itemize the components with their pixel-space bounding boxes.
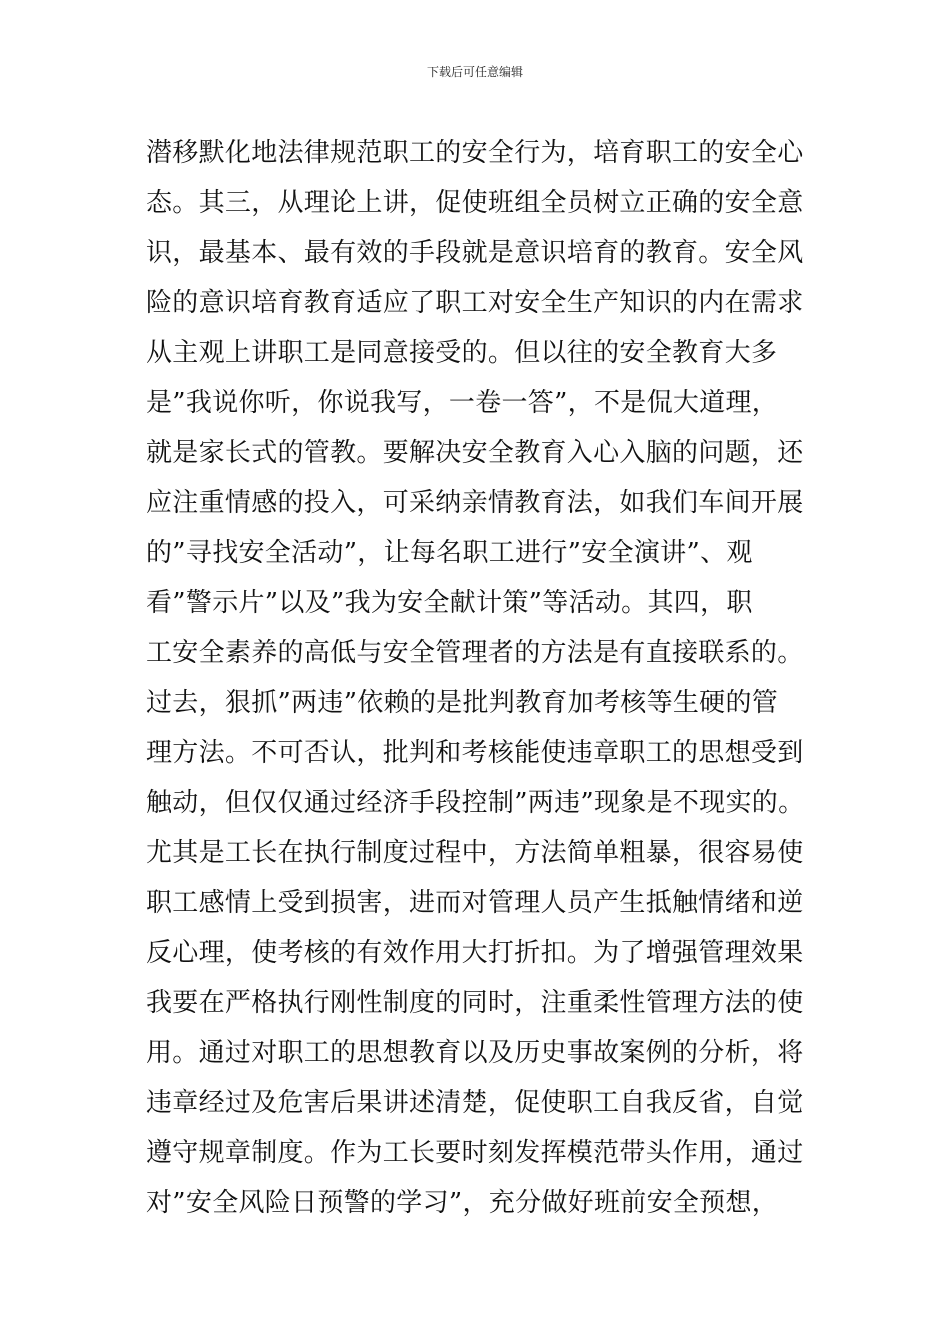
text-line: 对”安全风险日预警的学习”，充分做好班前安全预想， xyxy=(146,1188,779,1218)
text-line: 触动，但仅仅通过经济手段控制”两违”现象是不现实的。 xyxy=(146,788,805,818)
text-line: 工安全素养的高低与安全管理者的方法是有直接联系的。 xyxy=(146,638,804,668)
text-line: 过去，狠抓”两违”依赖的是批判教育加考核等生硬的管 xyxy=(146,688,779,718)
page-header: 下载后可任意编辑 xyxy=(426,65,523,79)
text-line: 违章经过及危害后果讲述清楚，促使职工自我反省，自觉 xyxy=(146,1088,804,1118)
text-line: 潜移默化地法律规范职工的安全行为，培育职工的安全心 xyxy=(146,138,804,168)
text-line: 是”我说你听，你说我写，一卷一答”，不是侃大道理， xyxy=(146,388,779,418)
text-line: 就是家长式的管教。要解决安全教育入心入脑的问题，还 xyxy=(146,438,804,468)
body-text xyxy=(146,128,826,1228)
text-line: 反心理，使考核的有效作用大打折扣。为了增强管理效果 xyxy=(146,938,804,968)
text-line: 尤其是工长在执行制度过程中，方法简单粗暴，很容易使 xyxy=(146,838,804,868)
text-line: 理方法。不可否认，批判和考核能使违章职工的思想受到 xyxy=(146,738,804,768)
text-line: 识，最基本、最有效的手段就是意识培育的教育。安全风 xyxy=(146,238,804,268)
text-line: 应注重情感的投入，可采纳亲情教育法，如我们车间开展 xyxy=(146,488,804,518)
text-line: 用。通过对职工的思想教育以及历史事故案例的分析，将 xyxy=(146,1038,804,1068)
text-line: 遵守规章制度。作为工长要时刻发挥模范带头作用，通过 xyxy=(146,1138,804,1168)
text-line: 险的意识培育教育适应了职工对安全生产知识的内在需求 xyxy=(146,288,804,318)
text-line: 职工感情上受到损害，进而对管理人员产生抵触情绪和逆 xyxy=(146,888,804,918)
text-line: 从主观上讲职工是同意接受的。但以往的安全教育大多 xyxy=(146,338,778,368)
text-line: 的”寻找安全活动”，让每名职工进行”安全演讲”、观 xyxy=(146,538,753,568)
text-line: 看”警示片”以及”我为安全献计策”等活动。其四，职 xyxy=(146,588,753,618)
text-line: 态。其三，从理论上讲，促使班组全员树立正确的安全意 xyxy=(146,188,804,218)
text-line: 我要在严格执行刚性制度的同时，注重柔性管理方法的使 xyxy=(146,988,804,1018)
